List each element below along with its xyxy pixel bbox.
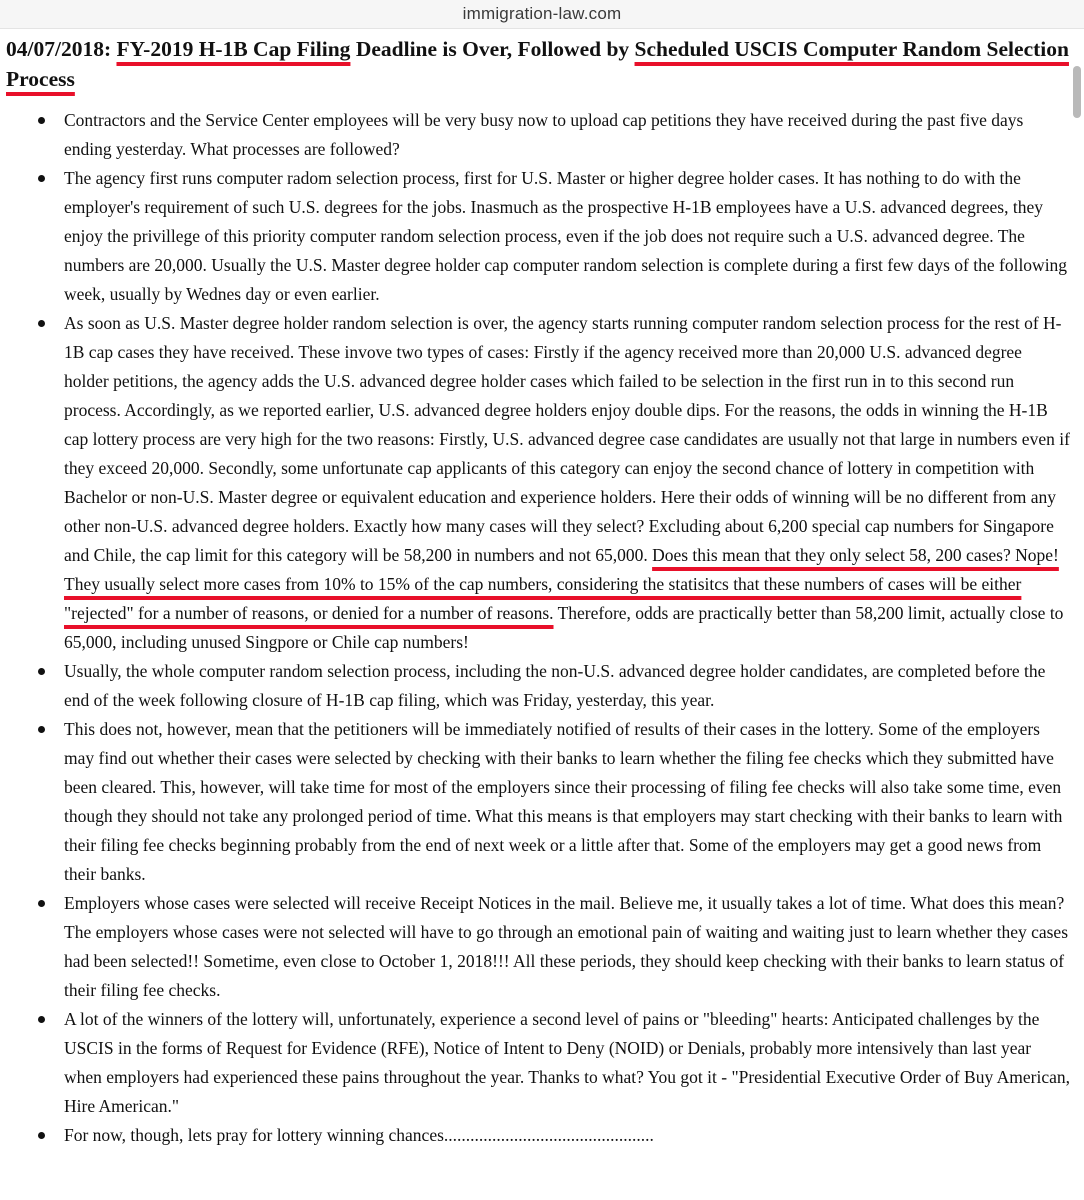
bullet-dot-icon [38,1132,45,1139]
browser-address-bar[interactable] [0,0,1084,29]
url-text: immigration-law.com [462,4,622,23]
bullet-dot-icon [38,117,45,124]
list-item-text: This does not, however, mean that the petitioners will be immediately notified of results of their cases in the lottery. Some of the employers may find out whether their cases were selected by checking with their banks to learn whether the filing fee checks which they submitted have been cleared. This, however, will take time for most of the employers since their processing of filing fee checks will also take some time, even though they should not take any prolonged period of time. What this means is that employers may start checking with their banks to learn with their filing fee checks beginning probably from the end of next week or a little after that. Some of the employers may get a good news from their banks. [64,719,1063,884]
bullet-list [6,106,1070,1150]
list-item [6,164,1070,309]
article-title [6,34,1070,94]
scrollbar-thumb[interactable] [1073,66,1081,118]
list-item [6,106,1070,164]
list-item [6,1005,1070,1121]
list-item-text: Therefore, odds are practically better than 58,200 limit, actually close to 65,000, including unused Singpore or Chile cap numbers! [64,603,1064,652]
bullet-dot-icon [38,175,45,182]
list-item [6,889,1070,1005]
article [6,34,1070,1150]
list-item-text: As soon as U.S. Master degree holder random selection is over, the agency starts running computer random selection process for the rest of H-1B cap cases they have received. These invove two types of cases: Firstly if the agency received more than 20,000 U.S. advanced degree holder petitions, the agency adds the U.S. advanced degree holder cases which failed to be selection in the first run in to this second run process. Accordingly, as we reported earlier, U.S. advanced degree holders enjoy double dips. For the reasons, the odds in winning the H-1B cap lottery process are very high for the two reasons: Firstly, U.S. advanced degree case candidates are usually not that large in numbers even if they exceed 20,000. Secondly, some unfortunate cap applicants of this category can enjoy the second chance of lottery in competition with Bachelor or non-U.S. Master degree or equivalent education and experience holders. Here their odds of winning will be no different from any other non-U.S. advanced degree holders. Exactly how many cases will they select? Excluding about 6,200 special cap numbers for Singapore and Chile, the cap limit for this category will be 58,200 in numbers and not 65,000. [64,313,1070,565]
list-item-text: A lot of the winners of the lottery will, unfortunately, experience a second level of pains or "bleeding" hearts: Anticipated challenges by the USCIS in the forms of Request for Evidence (RFE), Notice of Intent to Deny (NOID) or Denials, probably more intensively than last year when employers had experienced these pains throughout the year. Thanks to what? You got it - "Presidential Executive Order of Buy American, Hire American." [64,1009,1071,1116]
list-item-text: For now, though, lets pray for lottery winning chances................................................ [64,1125,654,1145]
list-item-text: The agency first runs computer radom selection process, first for U.S. Master or higher degree holder cases. It has nothing to do with the employer's requirement of such U.S. degrees for the jobs. Inasmuch as the prospective H-1B employees have a U.S. advanced degrees, they enjoy the privillege of this priority computer random selection process, even if the job does not require such a U.S. advanced degree. The numbers are 20,000. Usually the U.S. Master degree holder cap computer random selection is complete during a first few days of the following week, usually by Wednes day or even earlier. [64,168,1068,304]
list-item-text: Contractors and the Service Center employees will be very busy now to upload cap petitions they have received during the past five days ending yesterday. What processes are followed? [64,110,1024,159]
bullet-dot-icon [38,320,45,327]
list-item [6,657,1070,715]
list-item-highlight: Does this mean that they only select 58, 200 cases? Nope! They usually select more cases from 10% to 15% of the cap numbers, considering the statisitcs that these numbers of cases will be either "rejected" for a number of reasons, or denied for a number of reasons. [64,545,1059,623]
title-date: 04/07/2018: [6,37,117,61]
title-middle: Deadline is Over, Followed by [350,37,635,61]
bullet-dot-icon [38,1016,45,1023]
list-item [6,715,1070,889]
bullet-dot-icon [38,668,45,675]
list-item-text: Employers whose cases were selected will receive Receipt Notices in the mail. Believe me, it usually takes a lot of time. What does this mean? The employers whose cases were not selected will have to go through an emotional pain of waiting and waiting just to learn whether they cases had been selected!! Sometime, even close to October 1, 2018!!! All these periods, they should keep checking with their banks to learn status of their filing fee checks. [64,893,1069,1000]
list-item [6,1121,1070,1150]
bullet-dot-icon [38,900,45,907]
list-item [6,309,1070,657]
title-highlight-fy2019: FY-2019 H-1B Cap Filing [116,37,351,61]
bullet-dot-icon [38,726,45,733]
list-item-text: Usually, the whole computer random selection process, including the non-U.S. advanced degree holder candidates, are completed before the end of the week following closure of H-1B cap filing, which was Friday, yesterday, this year. [64,661,1046,710]
title-highlight-selection: Scheduled USCIS Computer Random Selection Process [6,37,1069,91]
